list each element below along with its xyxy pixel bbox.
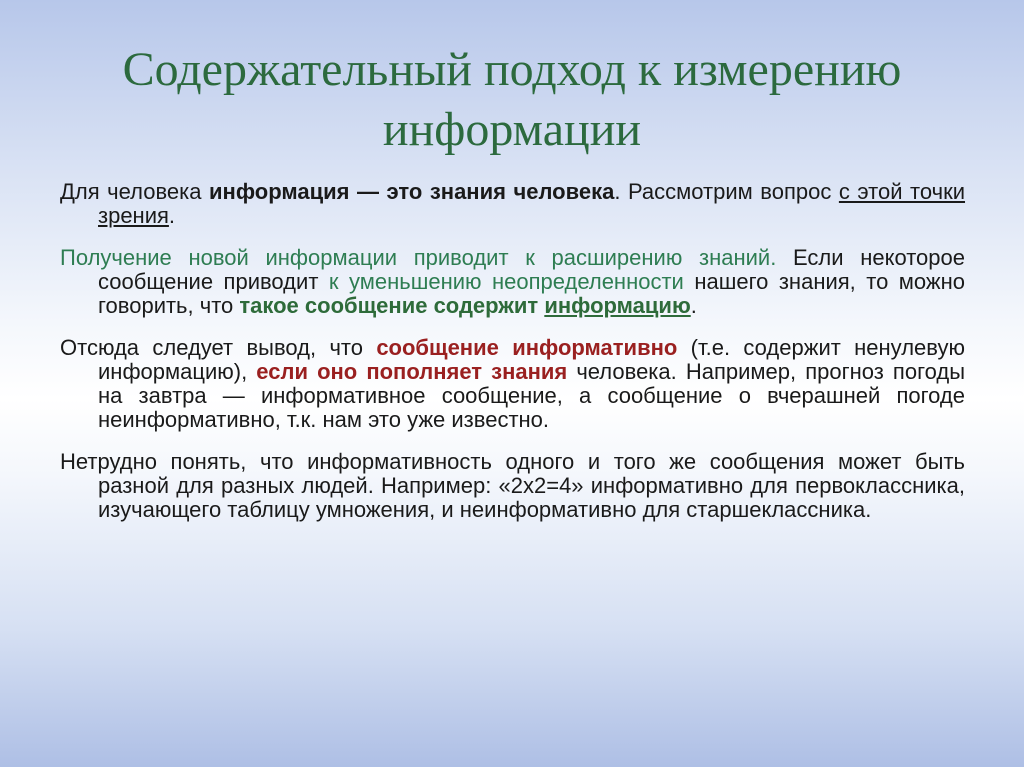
- slide-title: [40, 40, 984, 160]
- p3-text-2: (т.е. содержит ненулевую информацию),: [98, 335, 965, 384]
- p2-bold-green-underlined: информацию: [544, 293, 691, 318]
- p3-text-1: Отсюда следует вывод, что: [60, 335, 377, 360]
- p4-text-1: Нетрудно понять, что информативность одного и того же сообщения может быть разной для разных людей. Например: «2х2=4» информативно для первоклассника, изучающего таблицу умножения, и неинформативно для старшеклассника.: [60, 449, 965, 522]
- p2-green-statement: Получение новой информации приводит к расширению знаний.: [60, 245, 777, 270]
- p3-red-phrase-2: если оно пополняет знания: [256, 359, 568, 384]
- paragraph-2: [60, 246, 965, 318]
- title-line-2: информации: [382, 103, 642, 156]
- title-line-1: Содержательный подход к измерению: [122, 43, 902, 96]
- p2-text-2: нашего знания, то можно говорить, что: [98, 269, 966, 318]
- p2-bold-green-1: такое сообщение содержит: [239, 293, 545, 318]
- paragraph-4: [60, 450, 965, 522]
- p1-text-1: Для человека: [60, 179, 210, 204]
- paragraph-1: [60, 180, 965, 228]
- p2-text-3: .: [690, 293, 697, 318]
- p3-text-3: человека. Например, прогноз погоды на завтра — информативное сообщение, а сообщение о вчерашней погоде неинформативно, т.к. нам это уже известно.: [98, 359, 966, 432]
- p2-green-phrase: к уменьшению неопределенности: [328, 269, 684, 294]
- p3-red-phrase-1: сообщение информативно: [376, 335, 678, 360]
- slide-body: [60, 180, 965, 540]
- p2-text-1: Если некоторое сообщение приводит: [98, 245, 965, 294]
- p1-underlined-phrase: с этой точки зрения: [98, 179, 966, 228]
- paragraph-3: [60, 336, 965, 432]
- p1-text-3: .: [168, 203, 176, 228]
- p1-text-2: . Рассмотрим вопрос: [614, 179, 839, 204]
- p1-bold-definition: информация — это знания человека: [209, 179, 615, 204]
